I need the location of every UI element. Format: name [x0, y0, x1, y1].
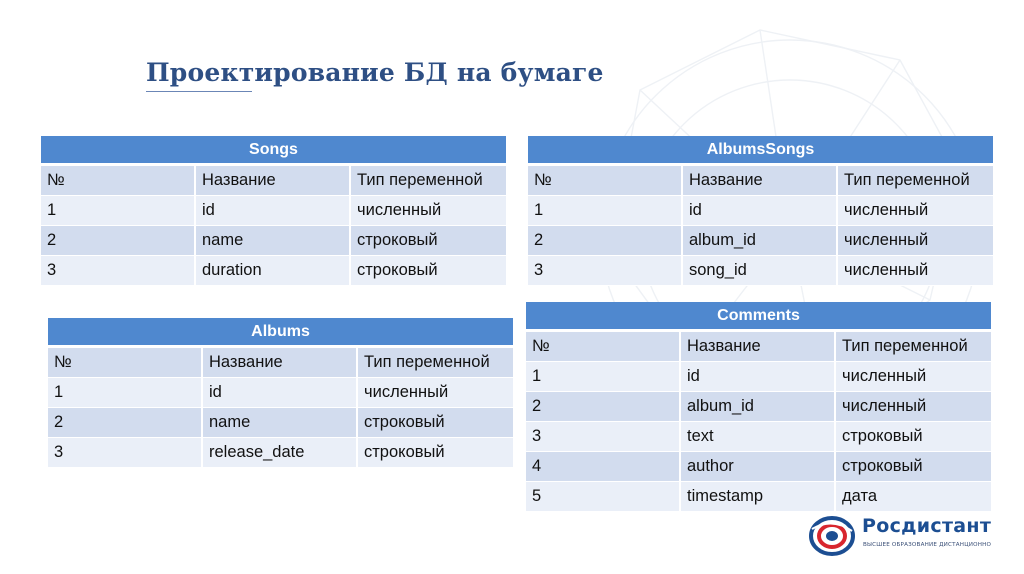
table-cell: 2	[48, 408, 203, 438]
table-cell: №	[526, 332, 681, 362]
table-cell: timestamp	[681, 482, 836, 512]
table-cell: 1	[526, 362, 681, 392]
table-cell: 3	[41, 256, 196, 286]
table-cell: text	[681, 422, 836, 452]
table-cell: 1	[41, 196, 196, 226]
table-cell: строковый	[351, 226, 506, 256]
table-cell: 5	[526, 482, 681, 512]
table-cell: численный	[838, 226, 993, 256]
table-cell: №	[41, 166, 196, 196]
table-cell: 3	[528, 256, 683, 286]
table-cell: Название	[683, 166, 838, 196]
table-cell: №	[48, 348, 203, 378]
table-cell: численный	[836, 392, 991, 422]
table-cell: численный	[358, 378, 513, 408]
comments-table	[526, 302, 991, 512]
rosdistant-logo	[808, 512, 998, 558]
table-cell: album_id	[681, 392, 836, 422]
table-cell: name	[196, 226, 351, 256]
table-cell: id	[683, 196, 838, 226]
table-cell: дата	[836, 482, 991, 512]
table-cell: строковый	[836, 452, 991, 482]
table-cell: 2	[41, 226, 196, 256]
title-underline	[146, 91, 252, 92]
table-cell: id	[681, 362, 836, 392]
table-cell: author	[681, 452, 836, 482]
table-cell: duration	[196, 256, 351, 286]
table-cell: Тип переменной	[358, 348, 513, 378]
table-cell: 2	[526, 392, 681, 422]
table-cell: 2	[528, 226, 683, 256]
table-cell: численный	[836, 362, 991, 392]
logo-name: Росдистант	[862, 515, 992, 537]
logo-tagline: ВЫСШЕЕ ОБРАЗОВАНИЕ ДИСТАНЦИОННО	[863, 542, 992, 548]
table-cell: Название	[681, 332, 836, 362]
table-cell: 3	[48, 438, 203, 468]
table-cell: численный	[838, 256, 993, 286]
table-cell: id	[196, 196, 351, 226]
table-cell: 1	[48, 378, 203, 408]
table-cell: Название	[196, 166, 351, 196]
table-cell: 4	[526, 452, 681, 482]
albums-table	[48, 318, 513, 468]
table-cell: Тип переменной	[838, 166, 993, 196]
table-cell: release_date	[203, 438, 358, 468]
page-title: Проектирование БД на бумаге	[146, 58, 604, 87]
table-header: Albums	[48, 318, 513, 348]
table-header: Songs	[41, 136, 506, 166]
table-cell: численный	[838, 196, 993, 226]
songs-table	[41, 136, 506, 286]
table-cell: строковый	[836, 422, 991, 452]
table-cell: Тип переменной	[836, 332, 991, 362]
logo-swirl-icon	[808, 515, 856, 557]
table-cell: album_id	[683, 226, 838, 256]
table-cell: №	[528, 166, 683, 196]
table-cell: song_id	[683, 256, 838, 286]
table-cell: name	[203, 408, 358, 438]
table-cell: Тип переменной	[351, 166, 506, 196]
table-cell: Название	[203, 348, 358, 378]
table-cell: строковый	[358, 438, 513, 468]
table-cell: 3	[526, 422, 681, 452]
albums-songs-table	[528, 136, 993, 286]
table-cell: строковый	[351, 256, 506, 286]
table-cell: id	[203, 378, 358, 408]
table-header: Comments	[526, 302, 991, 332]
table-cell: 1	[528, 196, 683, 226]
table-cell: численный	[351, 196, 506, 226]
table-header: AlbumsSongs	[528, 136, 993, 166]
table-cell: строковый	[358, 408, 513, 438]
